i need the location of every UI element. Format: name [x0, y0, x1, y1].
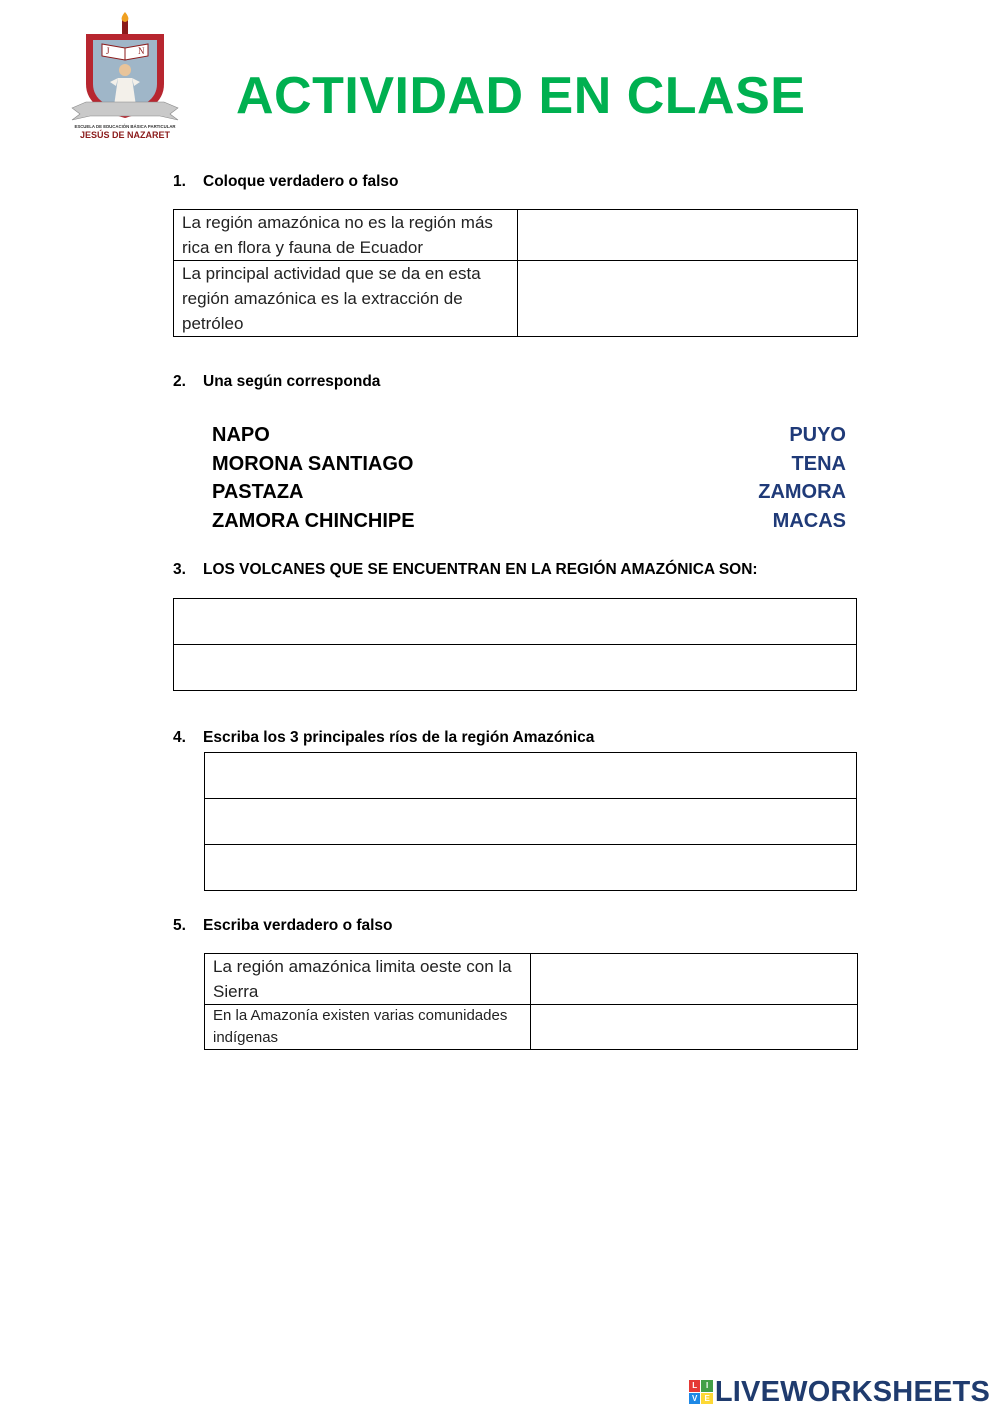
- question-1-heading: [173, 173, 399, 191]
- match-right-item[interactable]: PUYO: [789, 424, 846, 446]
- brand-name: LIVEWORKSHEETS: [714, 1375, 990, 1408]
- answer-cell[interactable]: [205, 845, 857, 891]
- statement-cell: La principal actividad que se da en esta región amazónica es la extracción de petróleo: [174, 261, 518, 337]
- answer-cell[interactable]: [174, 645, 857, 691]
- match-right-column: [758, 421, 846, 535]
- question-3-table: [173, 598, 857, 691]
- logo-school-name: JESÚS DE NAZARET: [79, 130, 171, 140]
- match-right-item[interactable]: TENA: [791, 452, 846, 475]
- match-right-item[interactable]: MACAS: [772, 509, 846, 532]
- question-3-heading: [173, 561, 758, 579]
- logo-letter-n: N: [138, 46, 145, 56]
- table-row: [174, 645, 857, 691]
- statement-cell: La región amazónica no es la región más rica en flora y fauna de Ecuador: [174, 210, 518, 261]
- question-number: 2.: [173, 373, 186, 390]
- question-number: 3.: [173, 561, 186, 578]
- statement-cell: En la Amazonía existen varias comunidades indígenas: [205, 1005, 531, 1050]
- question-text: Una según corresponda: [203, 373, 381, 390]
- question-5-table: [204, 953, 858, 1050]
- answer-cell[interactable]: [518, 261, 858, 337]
- question-number: 5.: [173, 917, 186, 934]
- answer-cell[interactable]: [531, 954, 858, 1005]
- question-4-table: [204, 752, 857, 891]
- table-row: [205, 753, 857, 799]
- logo-letter-j: J: [106, 46, 110, 56]
- match-left-item[interactable]: ZAMORA CHINCHIPE: [212, 509, 415, 532]
- statement-cell: La región amazónica limita oeste con la Sierra: [205, 954, 531, 1005]
- table-row: [174, 261, 858, 337]
- table-row: [205, 1005, 858, 1050]
- question-number: 1.: [173, 173, 186, 190]
- school-logo: [66, 12, 184, 144]
- match-left-item[interactable]: PASTAZA: [212, 481, 304, 503]
- question-number: 4.: [173, 729, 186, 746]
- question-5-heading: [173, 917, 393, 935]
- page-title: ACTIVIDAD EN CLASE: [236, 67, 806, 125]
- match-left-item[interactable]: MORONA SANTIAGO: [212, 452, 414, 475]
- match-left-item[interactable]: NAPO: [212, 424, 270, 446]
- table-row: [205, 799, 857, 845]
- table-row: [174, 210, 858, 261]
- question-text: Coloque verdadero o falso: [203, 173, 399, 190]
- match-right-item[interactable]: ZAMORA: [758, 481, 846, 503]
- question-text: Escriba verdadero o falso: [203, 917, 393, 934]
- table-row: [174, 599, 857, 645]
- answer-cell[interactable]: [531, 1005, 858, 1050]
- question-4-heading: [173, 729, 594, 747]
- match-left-column: [212, 421, 415, 535]
- answer-cell[interactable]: [205, 753, 857, 799]
- answer-cell[interactable]: [205, 799, 857, 845]
- question-1-table: [173, 209, 858, 337]
- question-2-heading: [173, 373, 380, 391]
- question-text: LOS VOLCANES QUE SE ENCUENTRAN EN LA REGIÓN AMAZÓNICA SON:: [203, 561, 758, 578]
- question-text: Escriba los 3 principales ríos de la región Amazónica: [203, 729, 595, 746]
- table-row: [205, 845, 857, 891]
- answer-cell[interactable]: [518, 210, 858, 261]
- answer-cell[interactable]: [174, 599, 857, 645]
- logo-school-line: ESCUELA DE EDUCACIÓN BÁSICA PARTICULAR: [74, 124, 176, 129]
- liveworksheets-icon: L I V E: [689, 1380, 713, 1404]
- table-row: [205, 954, 858, 1005]
- liveworksheets-brand[interactable]: [689, 1374, 990, 1410]
